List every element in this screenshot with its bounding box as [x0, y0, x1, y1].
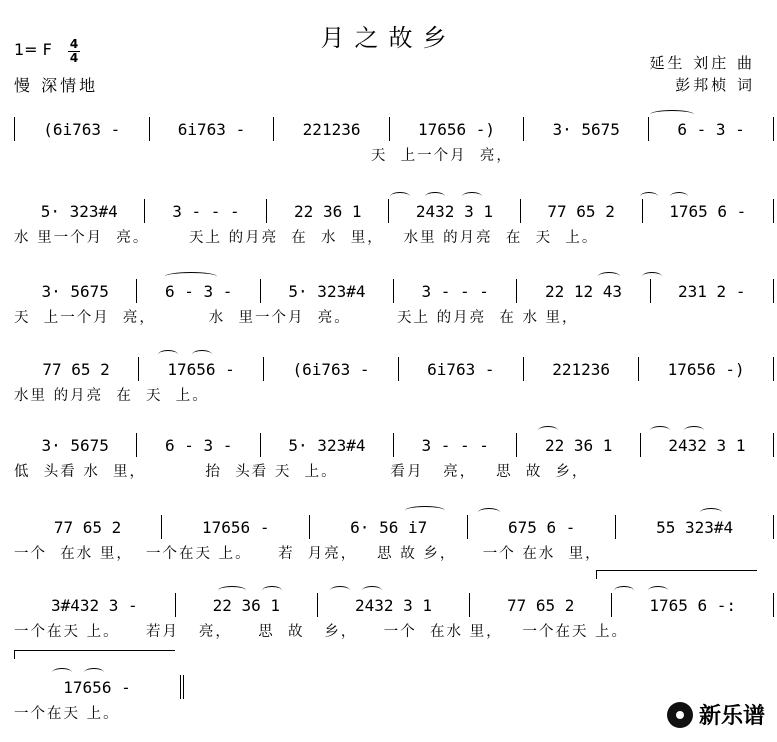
measure: 22 36 1 — [267, 199, 389, 223]
measure: 3#432 3 - — [14, 593, 176, 617]
measure: 22 36 1 — [517, 433, 640, 457]
measure: 77 65 2 — [470, 593, 612, 617]
score-system-8 — [0, 674, 777, 730]
slur — [330, 586, 350, 595]
measure: 77 65 2 — [14, 515, 162, 539]
measure: 675 6 - — [468, 515, 616, 539]
measure: 3 - - - — [394, 279, 517, 303]
slur — [538, 426, 558, 435]
record-disc-icon — [667, 702, 693, 728]
score-system-2 — [0, 198, 777, 254]
logo-text: 新乐谱 — [698, 704, 765, 729]
lyrics-row: 天 上一个月 亮， 水 里一个月 亮。 天上 的月亮 在 水 里， — [14, 310, 579, 326]
measure: 17656 - — [139, 357, 264, 381]
measure: 221236 — [524, 357, 639, 381]
notes-row — [14, 198, 774, 224]
measure: 3 - - - — [394, 433, 517, 457]
slur — [598, 272, 620, 281]
measure: (6i763 - — [14, 117, 150, 141]
lyrics-row: 水里 的月亮 在 天 上。 — [14, 388, 209, 404]
measure: 17656 - — [162, 515, 310, 539]
measure: 22 12 43 — [517, 279, 650, 303]
measure: 3· 5675 — [14, 279, 137, 303]
lyrics-row: 一个在天 上。 若月 亮， 思 故 乡， 一个 在水 里， 一个在天 上。 — [14, 624, 629, 640]
slur — [670, 192, 688, 201]
measure: 3 - - - — [145, 199, 267, 223]
time-signature — [68, 39, 80, 64]
slur — [478, 508, 500, 517]
slur — [648, 586, 668, 595]
slur — [640, 192, 658, 201]
lyrics-row: 低 头看 水 里， 抬 头看 天 上。 看月 亮， 思 故 乡， — [14, 464, 589, 480]
measure: 2432 3 1 — [389, 199, 520, 223]
score-system-3 — [0, 278, 777, 334]
site-logo — [667, 699, 765, 730]
lyrics-row: 一个在天 上。 — [14, 706, 120, 722]
composer-credit: 延生 刘庄 曲 — [649, 54, 755, 72]
notes-row — [14, 674, 184, 700]
measure: 22 36 1 — [176, 593, 318, 617]
notes-row — [14, 116, 774, 142]
measure: 6i763 - — [399, 357, 524, 381]
slur — [614, 586, 634, 595]
measure: (6i763 - — [264, 357, 399, 381]
score-system-7 — [0, 592, 777, 648]
measure: 77 65 2 — [521, 199, 643, 223]
measure: 231 2 - — [651, 279, 774, 303]
measure: 6 - 3 - — [137, 433, 260, 457]
notes-row — [14, 592, 774, 618]
measure: 77 65 2 — [14, 357, 139, 381]
lyrics-row: 水 里一个月 亮。 天上 的月亮 在 水 里， 水里 的月亮 在 天 上。 — [14, 230, 599, 246]
measure: 3· 5675 — [14, 433, 137, 457]
slur — [642, 272, 662, 281]
measure: 55 323#4 — [616, 515, 774, 539]
measure: 221236 — [274, 117, 389, 141]
lyrics-row: 一个 在水 里， 一个在天 上。 若 月亮， 思 故 乡， 一个 在水 里， — [14, 546, 602, 562]
notes-row — [14, 514, 774, 540]
measure: 17656 - — [14, 675, 184, 699]
slur — [262, 586, 282, 595]
volta-bracket-2 — [14, 650, 175, 659]
score-system-4 — [0, 356, 777, 412]
notes-row — [14, 356, 774, 382]
page-title: 月之故乡 — [320, 24, 457, 52]
slur — [650, 426, 670, 435]
measure: 2432 3 1 — [318, 593, 470, 617]
meter-top: 4 — [69, 37, 79, 51]
tempo-marking: 慢 深情地 — [14, 76, 99, 95]
measure: 5· 323#4 — [261, 433, 394, 457]
score-system-1 — [0, 116, 777, 172]
notes-row — [14, 278, 774, 304]
slur — [362, 586, 382, 595]
slur — [390, 192, 410, 201]
measure: 5· 323#4 — [261, 279, 394, 303]
measure: 5· 323#4 — [14, 199, 145, 223]
measure: 2432 3 1 — [641, 433, 774, 457]
slur — [84, 668, 104, 677]
slur — [52, 668, 72, 677]
measure: 3· 5675 — [524, 117, 649, 141]
slur — [425, 192, 445, 201]
slur — [165, 272, 217, 281]
slur — [650, 110, 694, 119]
lyricist-credit: 彭邦桢 词 — [675, 76, 755, 94]
notes-row — [14, 432, 774, 458]
measure: 6 - 3 - — [137, 279, 260, 303]
slur — [192, 350, 212, 359]
measure: 1765 6 - — [643, 199, 774, 223]
slur — [405, 506, 445, 515]
slur — [158, 350, 178, 359]
measure: 6i763 - — [150, 117, 275, 141]
volta-bracket-1 — [596, 570, 757, 579]
measure: 17656 -) — [390, 117, 525, 141]
measure: 6 - 3 - — [649, 117, 774, 141]
meter-bottom: 4 — [69, 51, 79, 65]
key-signature: 1= F — [14, 40, 52, 59]
slur — [462, 192, 482, 201]
measure: 6· 56 i7 — [310, 515, 468, 539]
slur — [684, 426, 704, 435]
lyrics-row: 天 上一个月 亮， — [14, 148, 513, 164]
score-system-5 — [0, 432, 777, 488]
measure: 1765 6 -: — [612, 593, 774, 617]
score-system-6 — [0, 514, 777, 570]
slur — [218, 586, 246, 595]
slur — [700, 508, 722, 517]
measure: 17656 -) — [639, 357, 774, 381]
